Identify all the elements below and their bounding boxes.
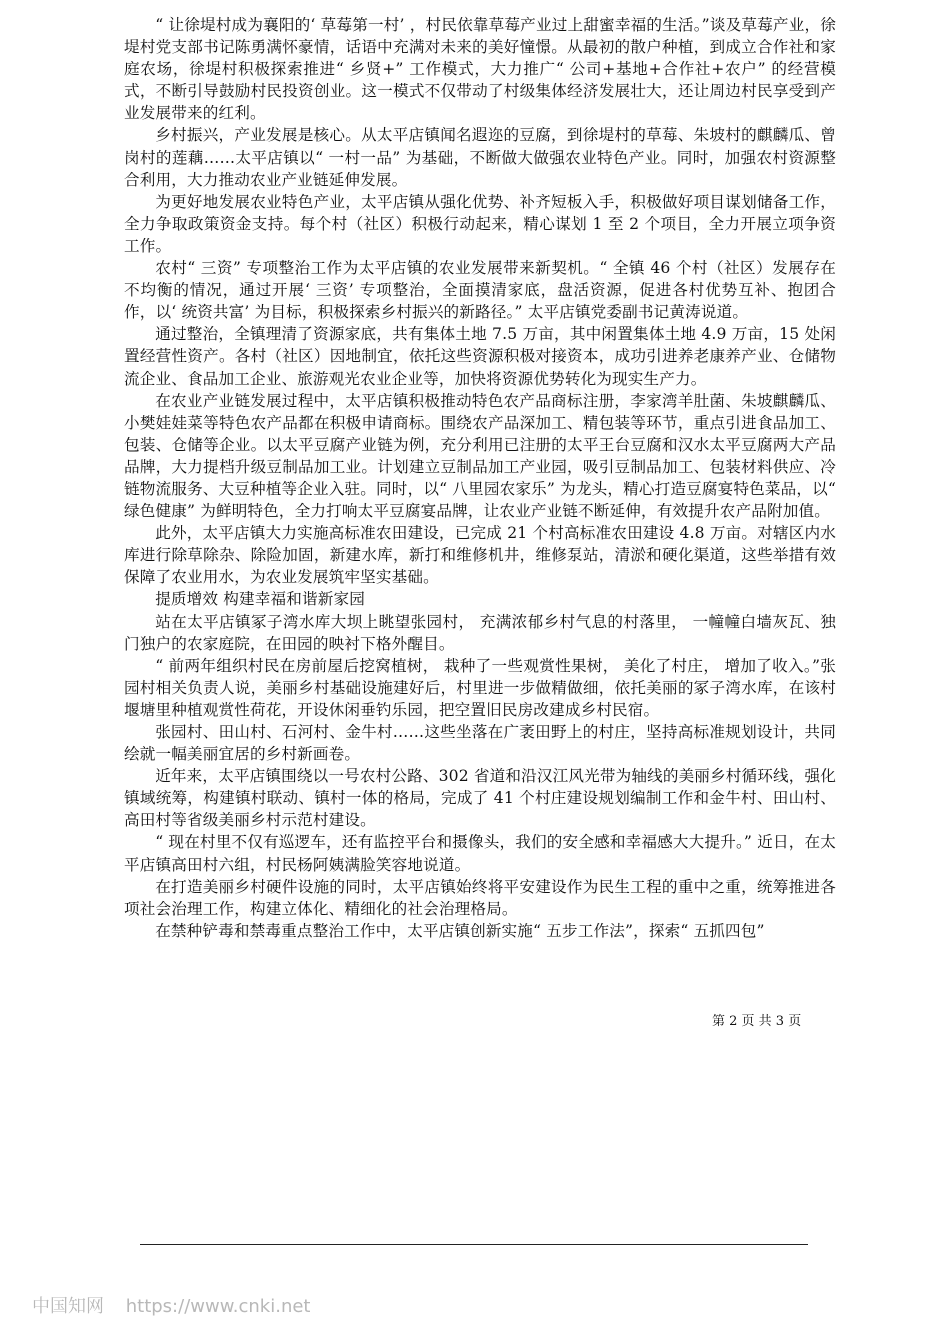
paragraph: 通过整治，全镇理清了资源家底，共有集体土地 7.5 万亩，其中闲置集体土地 4.9 万亩，15 处闲置经营性资产。各村（社区）因地制宜，依托这些资源积极对接资本，成功引进养老康养产业、仓储物流企业、食品加工企业、旅游观光农业企业等，加快将资源优势转化为现实生产力。 — [124, 325, 836, 388]
article-body — [124, 14, 836, 942]
paragraph: “ 让徐堤村成为襄阳的‘ 草莓第一村’ ，村民依靠草莓产业过上甜蜜幸福的生活。”谈及草莓产业，徐堤村党支部书记陈勇满怀豪情，话语中充满对未来的美好憧憬。从最初的散户种植，到成立合作社和家庭农场，徐堤村积极探索推进“ 乡贤+” 工作模式，大力推广“ 公司+基地+合作社+农户” 的经营模式，不断引导鼓励村民投资创业。这一模式不仅带动了村级集体经济发展壮大，还让周边村民享受到产业发展带来的红利。 — [124, 16, 836, 123]
footer-divider — [140, 1244, 808, 1245]
paragraph: “ 现在村里不仅有巡逻车，还有监控平台和摄像头，我们的安全感和幸福感大大提升。” 近日，在太平店镇高田村六组，村民杨阿姨满脸笑容地说道。 — [124, 833, 836, 874]
paragraph: 在禁种铲毒和禁毒重点整治工作中，太平店镇创新实施“ 五步工作法”，探索“ 五抓四包” — [155, 921, 765, 940]
section-heading: 提质增效 构建幸福和谐新家园 — [155, 590, 365, 609]
paragraph: 此外，太平店镇大力实施高标准农田建设，已完成 21 个村高标准农田建设 4.8 万亩。对辖区内水库进行除草除杂、除险加固，新建水库，新打和维修机井，维修泵站，清淤和硬化渠道，这些举措有效保障了农业用水，为农业发展筑牢坚实基础。 — [124, 524, 836, 587]
watermark-url: https://www.cnki.net — [125, 1296, 311, 1317]
paragraph: 在打造美丽乡村硬件设施的同时，太平店镇始终将平安建设作为民生工程的重中之重，统筹推进各项社会治理工作，构建立体化、精细化的社会治理格局。 — [124, 877, 836, 918]
paragraph: “ 前两年组织村民在房前屋后挖窝植树， 栽种了一些观赏性果树， 美化了村庄， 增加了收入。”张园村相关负责人说，美丽乡村基础设施建好后，村里进一步做精做细，依托美丽的冢子湾水库，在该村堰塘里种植观赏性荷花，开设休闲垂钓乐园，把空置旧民房改建成乡村民宿。 — [124, 656, 836, 719]
paragraph: 在农业产业链发展过程中，太平店镇积极推动特色农产品商标注册，李家湾羊肚菌、朱坡麒麟瓜、小樊娃娃菜等特色农产品都在积极申请商标。围绕农产品深加工、精包装等环节，重点引进食品加工、包装、仓储等企业。以太平豆腐产业链为例，充分利用已注册的太平王台豆腐和汉水太平豆腐两大产品品牌，大力提档升级豆制品加工业。计划建立豆制品加工产业园，吸引豆制品加工、包装材料供应、冷链物流服务、大豆种植等企业入驻。同时，以“ 八里园农家乐” 为龙头，精心打造豆腐宴特色菜品，以“ 绿色健康” 为鲜明特色，全力打响太平豆腐宴品牌，让农业产业链不断延伸，有效提升农产品附加值。 — [124, 391, 836, 521]
watermark-brand: 中国知网 — [32, 1296, 104, 1317]
paragraph: 乡村振兴，产业发展是核心。从太平店镇闻名遐迩的豆腐，到徐堤村的草莓、朱坡村的麒麟瓜、曾岗村的莲藕……太平店镇以“ 一村一品” 为基础，不断做大做强农业特色产业。同时，加强农村资源整合利用，大力推动农业产业链延伸发展。 — [124, 126, 836, 189]
paragraph: 为更好地发展农业特色产业，太平店镇从强化优势、补齐短板入手，积极做好项目谋划储备工作，全力争取政策资金支持。每个村（社区）积极行动起来，精心谋划 1 至 2 个项目，全力开展立项争资工作。 — [124, 192, 836, 255]
watermark — [32, 1292, 310, 1318]
page-number: 第 2 页 共 3 页 — [712, 1014, 802, 1029]
paragraph: 近年来，太平店镇围绕以一号农村公路、302 省道和沿汉江风光带为轴线的美丽乡村循环线，强化镇域统筹，构建镇村联动、镇村一体的格局，完成了 41 个村庄建设规划编制工作和金牛村、田山村、高田村等省级美丽乡村示范村建设。 — [124, 767, 837, 830]
paragraph: 站在太平店镇冢子湾水库大坝上眺望张园村， 充满浓郁乡村气息的村落里， 一幢幢白墙灰瓦、独门独户的农家庭院，在田园的映衬下格外醒目。 — [124, 612, 836, 653]
paragraph: 农村“ 三资” 专项整治工作为太平店镇的农业发展带来新契机。“ 全镇 46 个村（社区）发展存在不均衡的情况，通过开展‘ 三资’ 专项整治，全面摸清家底，盘活资源，促进各村优势互补、抱团合作，以‘ 统资共富’ 为目标，积极探索乡村振兴的新路径。” 太平店镇党委副书记黄涛说道。 — [124, 259, 836, 322]
paragraph: 张园村、田山村、石河村、金牛村……这些坐落在广袤田野上的村庄，坚持高标准规划设计，共同绘就一幅美丽宜居的乡村新画卷。 — [124, 723, 836, 764]
